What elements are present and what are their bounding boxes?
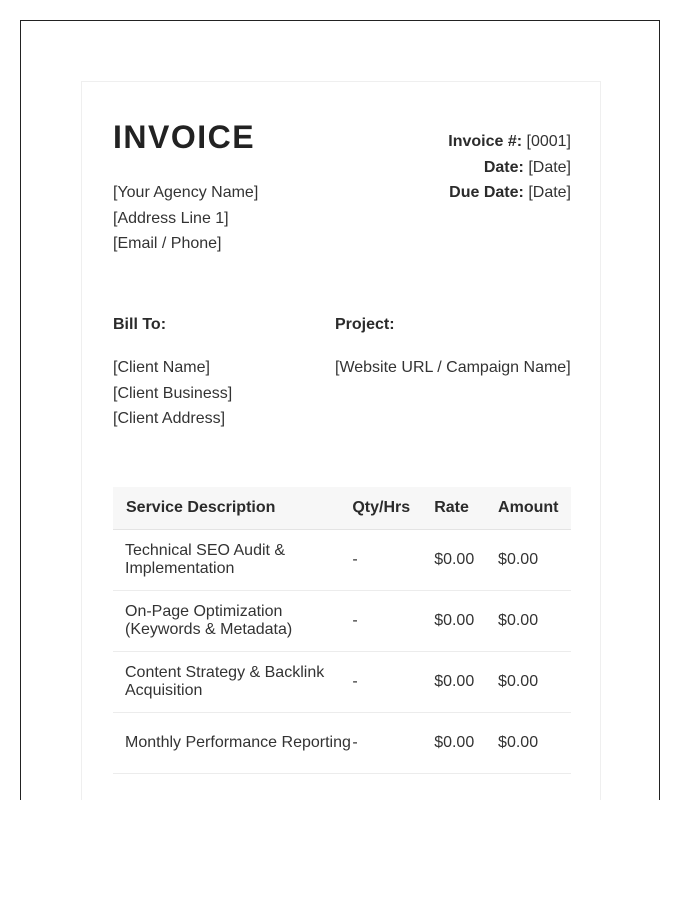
row-qty: -: [352, 713, 434, 774]
bill-to-block: [113, 355, 232, 432]
invoice-due-value: [Date]: [528, 184, 571, 201]
table-row: [113, 530, 571, 591]
row-description: Technical SEO Audit & Implementation: [113, 530, 352, 591]
row-rate: $0.00: [434, 530, 498, 591]
bill-to-heading: Bill To:: [113, 316, 167, 333]
invoice-date-value: [Date]: [528, 158, 571, 176]
row-description: Monthly Performance Reporting: [113, 713, 352, 774]
services-table: [113, 487, 571, 774]
header-rate: Rate: [434, 487, 498, 530]
row-description: Content Strategy & Backlink Acquisition: [113, 652, 352, 713]
row-rate: $0.00: [434, 591, 498, 652]
invoice-number-row: [448, 129, 571, 155]
row-amount: $0.00: [498, 591, 571, 652]
project-block: [335, 355, 571, 381]
row-amount: $0.00: [498, 713, 571, 774]
invoice-due-label: Due Date:: [449, 184, 524, 201]
header-amount: Amount: [498, 487, 571, 530]
header-service-description: Service Description: [113, 487, 352, 530]
invoice-date-row: [448, 155, 571, 181]
row-amount: $0.00: [498, 530, 571, 591]
row-qty: -: [352, 530, 434, 591]
invoice-number-label: Invoice #:: [448, 133, 523, 150]
project-value: [Website URL / Campaign Name]: [335, 359, 571, 376]
client-name: [Client Name]: [113, 359, 210, 376]
project-heading: Project:: [335, 316, 395, 333]
agency-block: [113, 180, 258, 257]
client-business: [Client Business]: [113, 384, 233, 402]
invoice-due-row: [448, 180, 571, 206]
row-rate: $0.00: [434, 652, 498, 713]
page-frame: [20, 20, 660, 800]
invoice-date-label: Date:: [483, 158, 524, 176]
table-row: [113, 652, 571, 713]
row-description: On-Page Optimization (Keywords & Metadata): [113, 591, 352, 652]
invoice-title: INVOICE: [113, 119, 256, 155]
row-qty: -: [352, 652, 434, 713]
client-address: [Client Address]: [113, 410, 226, 427]
agency-address: [Address Line 1]: [113, 209, 229, 227]
row-rate: $0.00: [434, 713, 498, 774]
invoice-number-value: [0001]: [526, 133, 571, 150]
table-header-row: [113, 487, 571, 530]
invoice-meta: [448, 129, 571, 206]
row-amount: $0.00: [498, 652, 571, 713]
agency-name: [Your Agency Name]: [113, 184, 259, 201]
header-qty-hrs: Qty/Hrs: [352, 487, 434, 530]
row-qty: -: [352, 591, 434, 652]
invoice-sheet: [81, 81, 601, 800]
table-row: [113, 591, 571, 652]
agency-contact: [Email / Phone]: [113, 235, 222, 252]
table-row: [113, 713, 571, 774]
